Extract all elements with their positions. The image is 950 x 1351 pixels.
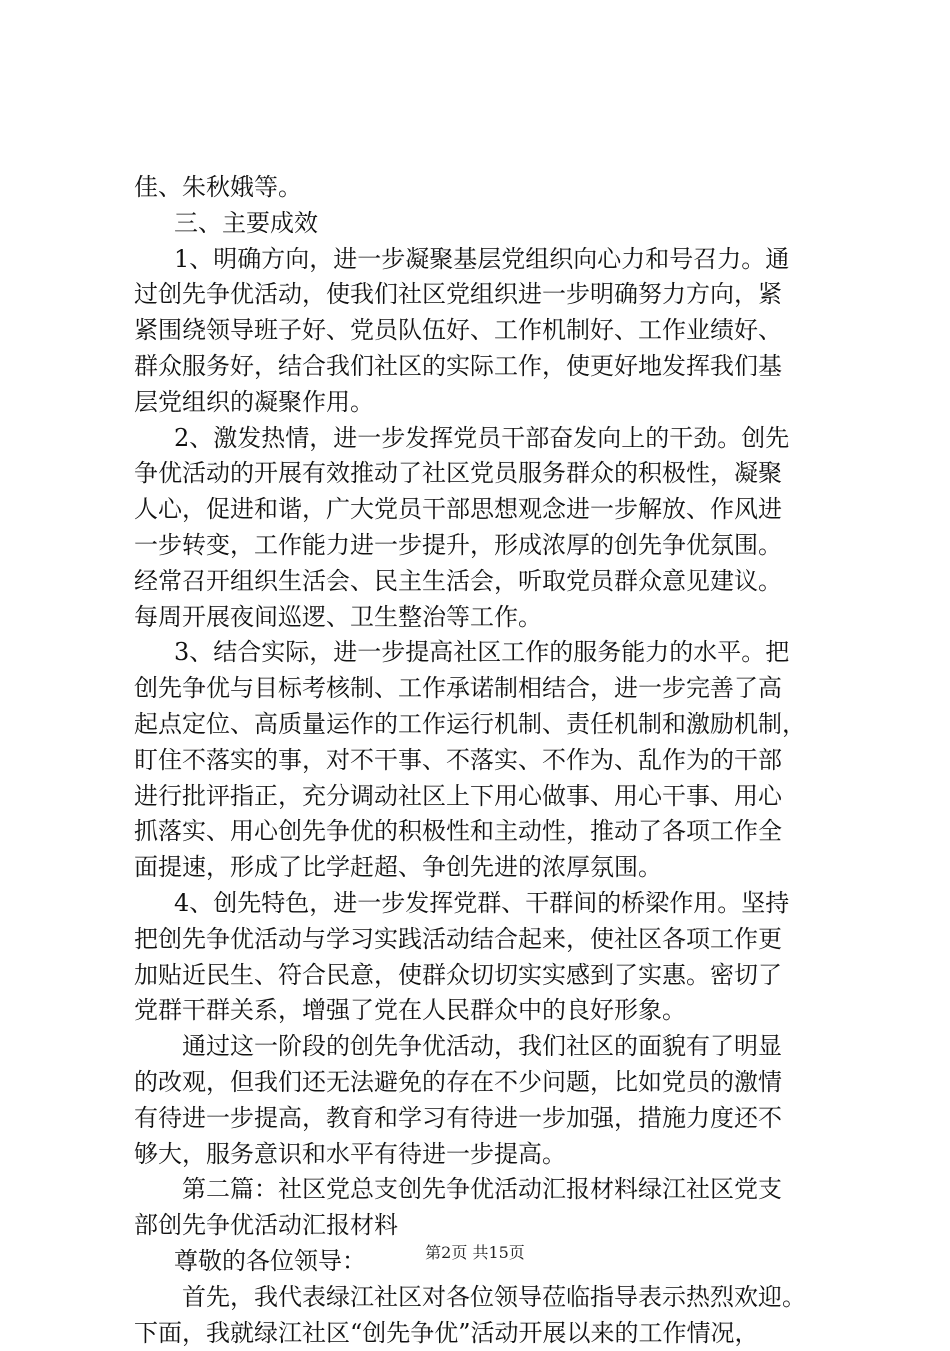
text-line: 争优活动的开展有效推动了社区党员服务群众的积极性，凝聚 bbox=[134, 456, 834, 492]
text-line: 经常召开组织生活会、民主生活会，听取党员群众意见建议。 bbox=[134, 564, 834, 600]
text-line: 佳、朱秋娥等。 bbox=[134, 170, 834, 206]
text-line: 尊敬的各位领导： bbox=[134, 1244, 834, 1280]
text-line: 三、主要成效 bbox=[134, 206, 834, 242]
text-line: 创先争优与目标考核制、工作承诺制相结合，进一步完善了高 bbox=[134, 671, 834, 707]
text-line: 抓落实、用心创先争优的积极性和主动性，推动了各项工作全 bbox=[134, 814, 834, 850]
text-line: 把创先争优活动与学习实践活动结合起来，使社区各项工作更 bbox=[134, 922, 834, 958]
text-line: 过创先争优活动，使我们社区党组织进一步明确努力方向，紧 bbox=[134, 277, 834, 313]
page-footer: 第2页 共15页 bbox=[0, 1243, 950, 1263]
text-line: 进行批评指正，充分调动社区上下用心做事、用心干事、用心 bbox=[134, 779, 834, 815]
text-line: 每周开展夜间巡逻、卫生整治等工作。 bbox=[134, 600, 834, 636]
text-line: 下面，我就绿江社区“创先争优”活动开展以来的工作情况， bbox=[134, 1316, 834, 1351]
text-line: 面提速，形成了比学赶超、争创先进的浓厚氛围。 bbox=[134, 850, 834, 886]
text-line: 3、结合实际，进一步提高社区工作的服务能力的水平。把 bbox=[134, 635, 834, 671]
text-line: 够大，服务意识和水平有待进一步提高。 bbox=[134, 1137, 834, 1173]
text-line: 群众服务好，结合我们社区的实际工作，使更好地发挥我们基 bbox=[134, 349, 834, 385]
text-line: 通过这一阶段的创先争优活动，我们社区的面貌有了明显 bbox=[134, 1029, 834, 1065]
text-line: 人心，促进和谐，广大党员干部思想观念进一步解放、作风进 bbox=[134, 492, 834, 528]
text-line: 党群干群关系，增强了党在人民群众中的良好形象。 bbox=[134, 993, 834, 1029]
text-line: 层党组织的凝聚作用。 bbox=[134, 385, 834, 421]
text-line: 的改观，但我们还无法避免的存在不少问题，比如党员的激情 bbox=[134, 1065, 834, 1101]
text-line: 有待进一步提高，教育和学习有待进一步加强，措施力度还不 bbox=[134, 1101, 834, 1137]
text-line: 第二篇：社区党总支创先争优活动汇报材料绿江社区党支 bbox=[134, 1172, 834, 1208]
text-line: 加贴近民生、符合民意，使群众切切实实感到了实惠。密切了 bbox=[134, 958, 834, 994]
text-line: 首先，我代表绿江社区对各位领导莅临指导表示热烈欢迎。 bbox=[134, 1280, 834, 1316]
text-line: 2、激发热情，进一步发挥党员干部奋发向上的干劲。创先 bbox=[134, 421, 834, 457]
text-line: 盯住不落实的事，对不干事、不落实、不作为、乱作为的干部 bbox=[134, 743, 834, 779]
text-line: 部创先争优活动汇报材料 bbox=[134, 1208, 834, 1244]
text-line: 一步转变，工作能力进一步提升，形成浓厚的创先争优氛围。 bbox=[134, 528, 834, 564]
text-line: 起点定位、高质量运作的工作运行机制、责任机制和激励机制， bbox=[134, 707, 834, 743]
text-line: 1、明确方向，进一步凝聚基层党组织向心力和号召力。通 bbox=[134, 242, 834, 278]
text-line: 4、创先特色，进一步发挥党群、干群间的桥梁作用。坚持 bbox=[134, 886, 834, 922]
document-body bbox=[134, 170, 834, 1351]
text-line: 紧围绕领导班子好、党员队伍好、工作机制好、工作业绩好、 bbox=[134, 313, 834, 349]
